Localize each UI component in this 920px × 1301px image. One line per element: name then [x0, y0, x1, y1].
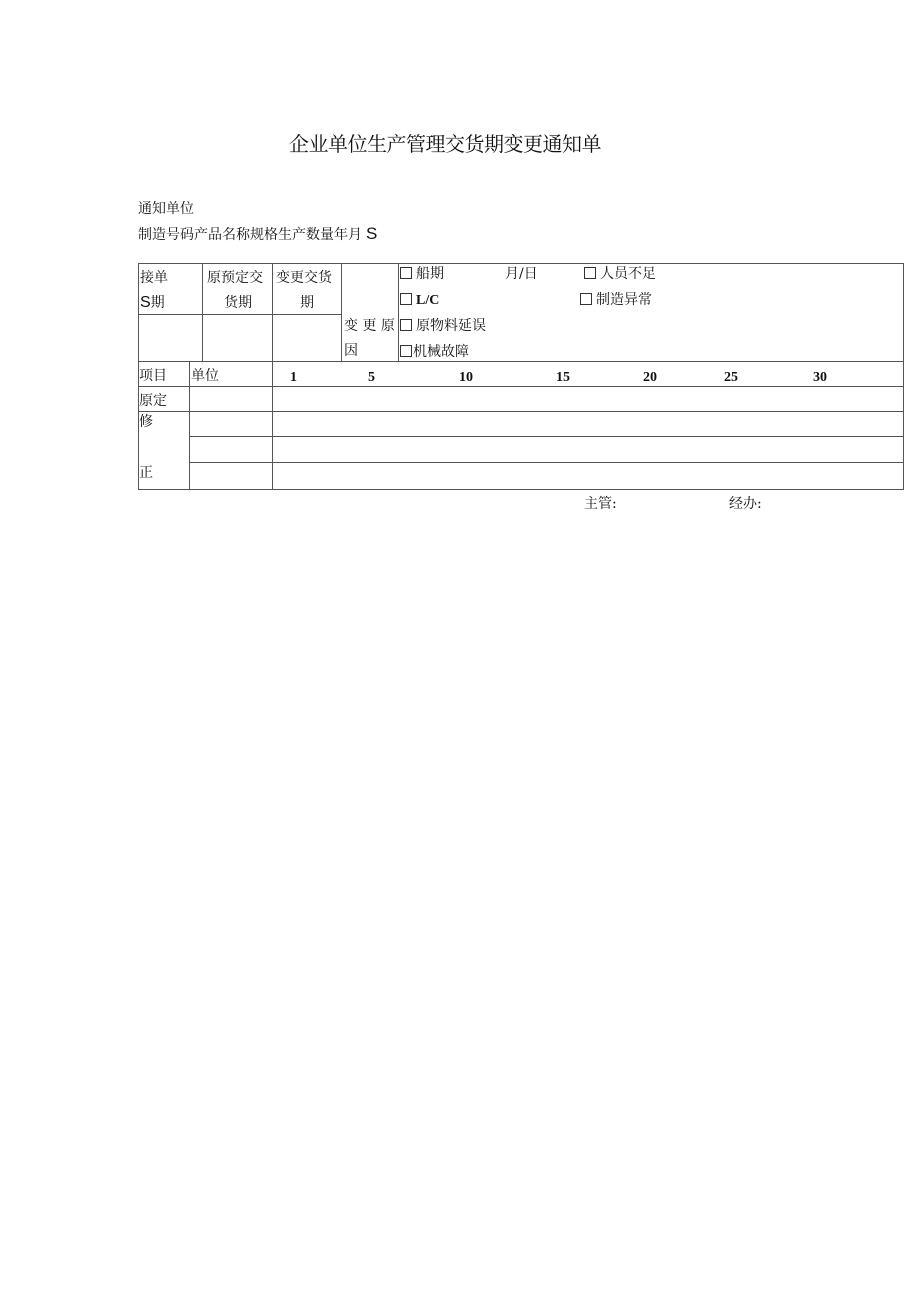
reason-machine-failure-label: 机械故障 — [413, 344, 469, 360]
reason-lc[interactable] — [400, 292, 439, 309]
checkbox-icon[interactable] — [400, 267, 412, 279]
reason-manufacturing-anomaly-label: 制造异常 — [596, 292, 652, 308]
reason-label-line2: 因 — [344, 343, 358, 359]
col-receive-line2 — [140, 295, 165, 311]
checkbox-icon[interactable] — [580, 293, 592, 305]
handler-label: 经办: — [729, 496, 762, 512]
info-line-label: 制造号码产品名称规格生产数量年月 — [138, 227, 362, 243]
day-15: 15 — [556, 370, 570, 385]
notify-unit-label: 通知单位 — [138, 201, 194, 217]
day-5: 5 — [368, 370, 375, 385]
col-changed-line1: 变更交货 — [276, 270, 332, 286]
table-rule — [138, 314, 341, 315]
day-25: 25 — [724, 370, 738, 385]
table-rule — [202, 263, 203, 361]
table-rule — [189, 436, 904, 437]
table-rule — [398, 263, 399, 361]
table-rule — [138, 489, 904, 490]
schedule-change-table — [138, 263, 904, 490]
reason-machine-failure[interactable] — [400, 344, 469, 360]
table-rule — [138, 263, 904, 264]
checkbox-icon[interactable] — [400, 319, 412, 331]
col-original-line2: 货期 — [224, 295, 252, 311]
supervisor-label: 主管: — [584, 496, 617, 512]
checkbox-icon[interactable] — [400, 345, 412, 357]
day-30: 30 — [813, 370, 827, 385]
col-receive-s: S — [140, 294, 151, 311]
row-revised-bottom: 正 — [139, 465, 153, 481]
reason-date-format: 月/日 — [505, 266, 538, 282]
col-original-line1: 原预定交 — [207, 270, 263, 286]
table-rule — [138, 411, 904, 412]
checkbox-icon[interactable] — [400, 293, 412, 305]
table-rule — [189, 361, 190, 489]
day-20: 20 — [643, 370, 657, 385]
checkbox-icon[interactable] — [584, 267, 596, 279]
day-1: 1 — [290, 370, 297, 385]
reason-shipping-label: 船期 — [416, 266, 444, 282]
reason-manufacturing-anomaly[interactable] — [580, 292, 652, 308]
reason-material-delay-label: 原物料延误 — [416, 318, 486, 334]
day-10: 10 — [459, 370, 473, 385]
row-revised-top: 修 — [139, 414, 153, 430]
table-rule — [903, 263, 904, 490]
schedule-item-label: 项目 — [139, 368, 167, 384]
info-line — [138, 224, 377, 244]
col-changed-line2: 期 — [300, 295, 314, 311]
table-rule — [138, 386, 904, 387]
table-rule — [138, 361, 904, 362]
table-rule — [272, 263, 273, 490]
reason-staff-shortage-label: 人员不足 — [600, 266, 656, 282]
row-original-label: 原定 — [139, 393, 167, 409]
table-rule — [189, 462, 904, 463]
reason-lc-label: L/C — [416, 293, 440, 308]
info-line-suffix: S — [366, 224, 378, 243]
table-rule — [341, 263, 342, 361]
reason-shipping[interactable] — [400, 266, 444, 282]
schedule-unit-label: 单位 — [191, 368, 219, 384]
reason-material-delay[interactable] — [400, 318, 486, 334]
reason-label-line1: 变 更 原 — [344, 318, 395, 334]
col-receive-line1: 接单 — [140, 270, 168, 286]
col-receive-period: 期 — [150, 295, 165, 311]
reason-staff-shortage[interactable] — [584, 266, 656, 282]
form-title: 企业单位生产管理交货期变更通知单 — [289, 132, 601, 156]
